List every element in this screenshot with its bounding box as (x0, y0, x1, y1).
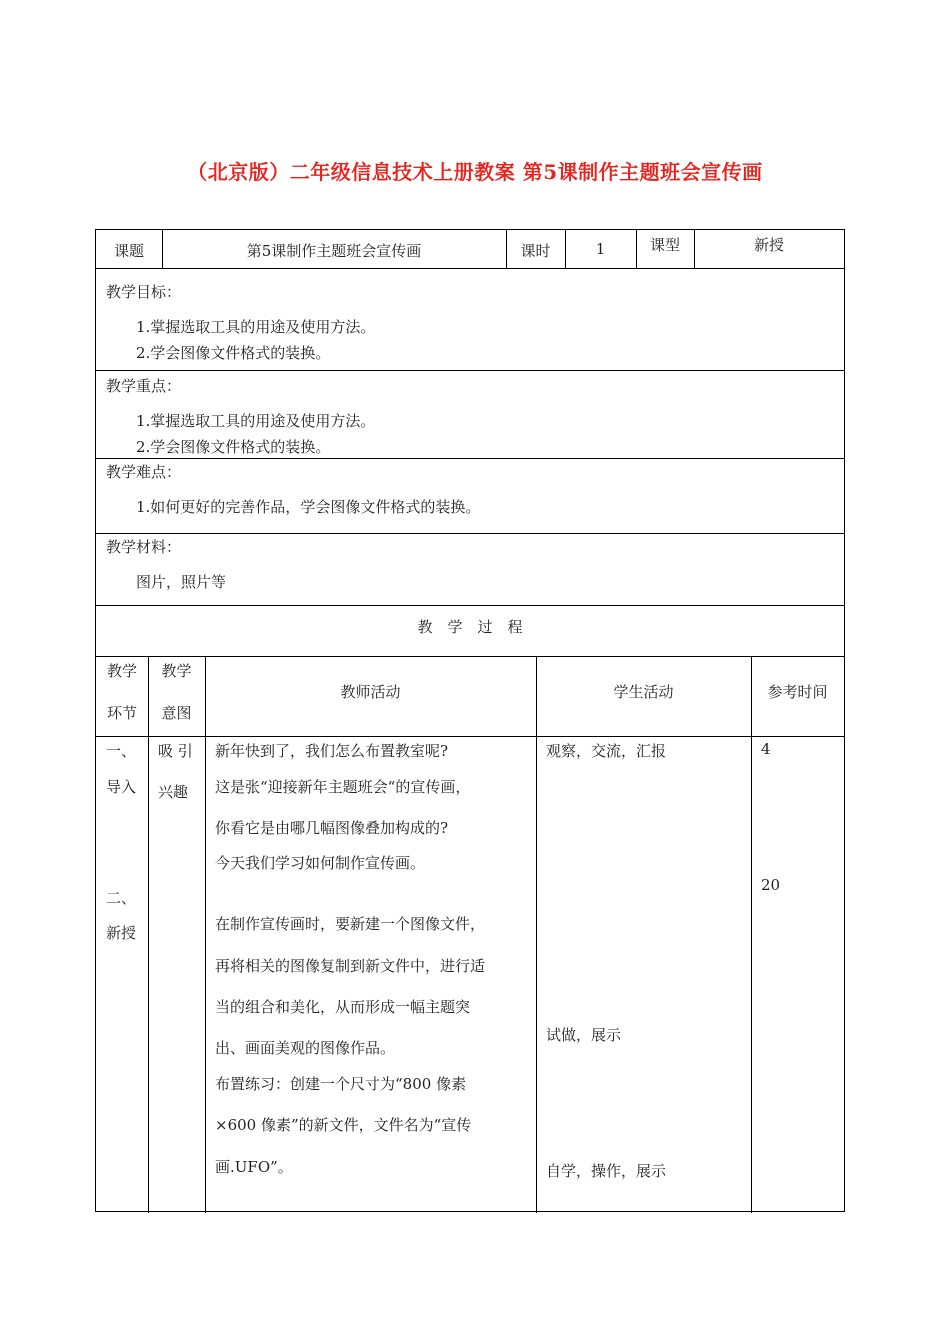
teacher-activity-line: 你看它是由哪几幅图像叠加构成的? (215, 819, 449, 837)
key-points-label: 教学重点： (106, 377, 182, 395)
teacher-activity-line: 出、画面美观的图像作品。 (215, 1039, 396, 1057)
row-divider (96, 458, 844, 459)
col-teacher-header: 教师活动 (340, 683, 401, 701)
col-stage-header: 教学 (106, 662, 137, 680)
goals-label: 教学目标： (106, 283, 182, 301)
key-point-item: 1.掌握选取工具的用途及使用方法。 (136, 412, 376, 430)
col-stage-header: 环节 (106, 704, 137, 722)
row-divider (96, 656, 844, 657)
col-intent-header: 意图 (161, 704, 192, 722)
row-divider (96, 268, 844, 269)
stage-cell: 导入 (106, 778, 137, 796)
teacher-activity-line: 画.UFO”。 (215, 1158, 293, 1176)
teacher-activity-line: 这是张“迎接新年主题班会“的宣传画， (215, 778, 471, 796)
type-label: 课型 (649, 236, 680, 254)
col-time-header: 参考时间 (767, 683, 828, 701)
stage-cell: 新授 (106, 924, 137, 942)
col-divider (536, 656, 537, 1213)
row-divider (96, 605, 844, 606)
col-student-header: 学生活动 (613, 683, 674, 701)
col-divider (148, 656, 149, 1213)
intent-cell: 兴趣 (158, 783, 189, 801)
student-activity: 试做，展示 (546, 1026, 622, 1044)
stage-cell: 二、 (106, 889, 137, 907)
teacher-activity-line: 再将相关的图像复制到新文件中，进行适 (215, 957, 486, 975)
materials-value: 图片，照片等 (136, 573, 227, 591)
materials-label: 教学材料： (106, 538, 182, 556)
student-activity: 自学，操作，展示 (546, 1162, 667, 1180)
difficulties-label: 教学难点： (106, 463, 182, 481)
row-divider (96, 370, 844, 371)
type-value: 新授 (753, 236, 784, 254)
row-divider (96, 533, 844, 534)
difficulty-item: 1.如何更好的完善作品，学会图像文件格式的装换。 (136, 498, 481, 516)
period-value: 1 (595, 240, 606, 258)
process-title: 教 学 过 程 (417, 618, 523, 636)
topic-label: 课题 (113, 242, 144, 260)
period-label: 课时 (520, 242, 551, 260)
row-divider (96, 736, 844, 737)
topic-value: 第5课制作主题班会宣传画 (246, 242, 422, 260)
page-title: （北京版）二年级信息技术上册教案 第5课制作主题班会宣传画 (187, 160, 763, 184)
goal-item: 2.学会图像文件格式的装换。 (136, 344, 331, 362)
teacher-activity-line: 当的组合和美化，从而形成一幅主题突 (215, 998, 471, 1016)
teacher-activity-line: 布置练习：创建一个尺寸为“800 像素 (215, 1075, 467, 1093)
lesson-plan-table (95, 229, 845, 1212)
intent-cell: 吸 引 (158, 742, 193, 760)
teacher-activity-line: 新年快到了，我们怎么布置教室呢? (215, 742, 449, 760)
teacher-activity-line: 今天我们学习如何制作宣传画。 (215, 854, 426, 872)
col-divider (205, 656, 206, 1213)
stage-cell: 一、 (106, 742, 137, 760)
col-divider (751, 656, 752, 1213)
teacher-activity-line: 在制作宣传画时，要新建一个图像文件， (215, 915, 486, 933)
col-intent-header: 教学 (161, 662, 192, 680)
time-cell: 4 (761, 740, 771, 758)
student-activity: 观察，交流，汇报 (546, 742, 667, 760)
goal-item: 1.掌握选取工具的用途及使用方法。 (136, 318, 376, 336)
teacher-activity-line: ×600 像素”的新文件，文件名为“宣传 (215, 1116, 472, 1134)
key-point-item: 2.学会图像文件格式的装换。 (136, 438, 331, 456)
time-cell: 20 (761, 876, 781, 894)
